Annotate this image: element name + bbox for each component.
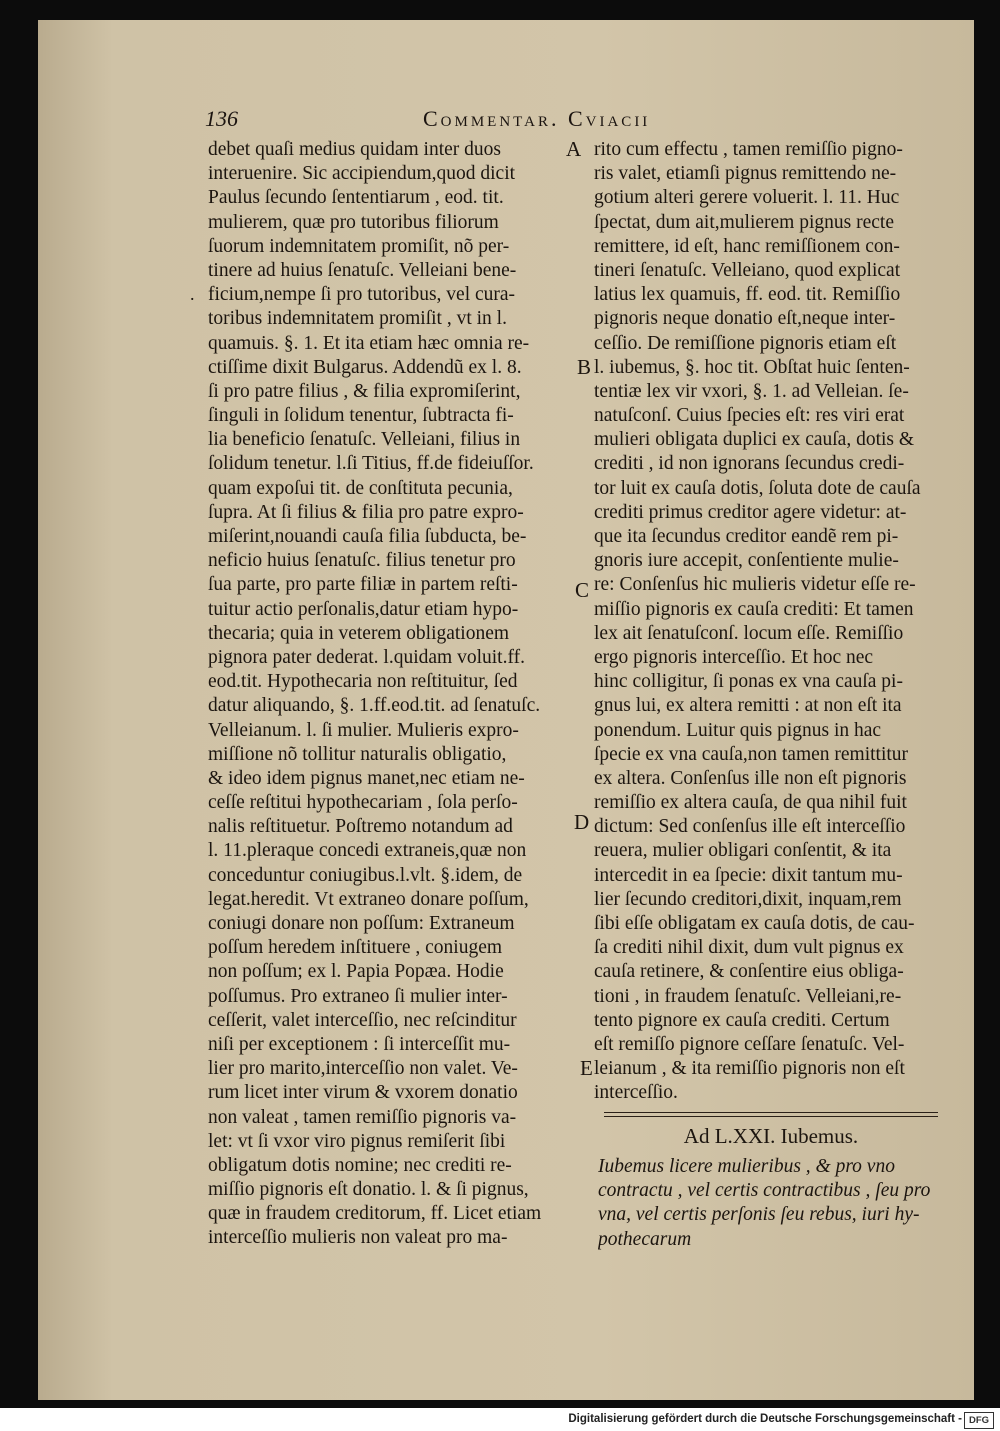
text-line: que ita ſecundus creditor eandẽ rem pi- (594, 526, 899, 547)
footer-bar (0, 1408, 1000, 1431)
text-line: neficio huius ſenatuſc. filius tenetur pro (208, 550, 516, 572)
text-line: ctiſſime dixit Bulgarus. Addendũ ex l. 8. (208, 356, 522, 378)
text-line: ſuorum indemnitatem promiſit, nõ per- (208, 235, 510, 257)
text-line: l. 11.pleraque concedi extraneis,quæ non (208, 840, 527, 862)
section-rule (604, 1112, 938, 1113)
text-line: reuera, mulier obligari conſentit, & ita (594, 840, 892, 862)
text-line: ceſſio. De remiſſione pignoris etiam eſt (594, 332, 897, 354)
page-number: 136 (205, 106, 238, 131)
text-line: eod.tit. Hypothecaria non reſtituitur, ſed (208, 671, 518, 693)
running-title: Commentar. Cviacii (423, 106, 651, 131)
text-line: quæ in fraudem creditorum, ff. Licet etiam (208, 1203, 542, 1225)
text-line: quam expoſui tit. de conſtituta pecunia, (208, 477, 513, 499)
dfg-logo-icon: DFG (964, 1412, 994, 1429)
text-line: gotium alteri gerere voluerit. l. 11. Huc (594, 187, 900, 209)
text-line: lex ait ſenatuſconſ. locum eſſe. Remiſſio (594, 622, 904, 644)
text-line: leianum , & ita remiſſio pignoris non eſt (594, 1058, 905, 1080)
margin-letter-d: D (574, 810, 590, 834)
text-line: nalis reſtituetur. Poſtremo notandum ad (208, 816, 513, 838)
text-line: dictum: Sed conſenſus ille eſt interceſſio (594, 816, 906, 838)
right-text-column (594, 138, 949, 1106)
text-line: rum licet inter virum & vxorem donatio (208, 1082, 518, 1104)
text-line: ſpectat, dum ait,mulierem pignus recte (594, 211, 894, 233)
text-line: gnus lui, ex altera remitti : at non eſt ita (594, 695, 902, 717)
margin-letter-e: E (580, 1056, 593, 1080)
text-line: poſſum heredem inſtituere , coniugem (208, 937, 503, 959)
text-line: pignoris neque donatio eſt,neque inter- (594, 308, 896, 330)
text-line: poſſumus. Pro extraneo ſi mulier inter- (208, 985, 508, 1007)
text-line: ſa crediti nihil dixit, dum vult pignus ex (594, 937, 904, 959)
text-line: thecaria; quia in veterem obligationem (208, 622, 510, 644)
text-line: hinc colligitur, ſi ponas ex vna cauſa pi- (594, 671, 903, 693)
page-header (205, 106, 965, 136)
text-line: Velleianum. l. ſi mulier. Mulieris expro- (208, 719, 519, 741)
text-line: rito cum effectu , tamen remiſſio pigno- (594, 139, 903, 160)
text-line: ris valet, etiamſi pignus remittendo ne- (594, 163, 897, 185)
text-line: conceduntur coniugibus.l.vlt. §.idem, de (208, 864, 523, 886)
text-line: latius lex quamuis, ff. eod. tit. Remiſſio (594, 284, 901, 306)
text-line: ſolidum tenetur. l.ſi Titius, ff.de fideiuſſor. (208, 453, 534, 475)
left-text-column (208, 138, 563, 1251)
text-line: ficium,nempe ſi pro tutoribus, vel cura- (208, 284, 516, 306)
text-line: remittere, id eſt, hanc remiſſionem con- (594, 235, 900, 257)
text-line: Iubemus licere mulieribus , & pro vno (598, 1156, 895, 1177)
text-line: miſſio pignoris ex cauſa crediti: Et tamen (594, 598, 914, 620)
text-line: intercedit in ea ſpecie: dixit tantum mu- (594, 864, 903, 886)
text-line: ſinguli in ſolidum tenentur, ſubtracta fi- (208, 405, 514, 427)
text-line: ceſſe reſtitui hypothecariam , ſola perſo- (208, 792, 518, 814)
text-line: ſpecie ex vna cauſa,non tamen remittitur (594, 743, 909, 765)
text-line: ſupra. At ſi filius & filia pro patre expro- (208, 501, 524, 523)
text-line: legat.heredit. Vt extraneo donare poſſum, (208, 888, 529, 910)
text-line: eſt remiſſo pignore ceſſare ſenatuſc. Vel- (594, 1033, 905, 1055)
text-line: non poſſum; ex l. Papia Popæa. Hodie (208, 961, 504, 983)
margin-letter-a: A (566, 137, 582, 161)
text-line: crediti primus creditor agere videtur: at- (594, 501, 907, 523)
text-line: interceſſio mulieris non valeat pro ma- (208, 1227, 508, 1249)
text-line: tinere ad huius ſenatuſc. Velleiani bene- (208, 259, 517, 281)
text-line: let: vt ſi vxor viro pignus remiſerit ſibi (208, 1130, 506, 1152)
text-line: tineri ſenatuſc. Velleiano, quod explicat (594, 259, 901, 281)
text-line: quamuis. §. 1. Et ita etiam hæc omnia re- (208, 332, 530, 354)
text-line: obligatum dotis nomine; nec crediti re- (208, 1154, 512, 1176)
text-line: datur aliquando, §. 1.ff.eod.tit. ad ſenatuſc. (208, 695, 541, 717)
text-line: interceſſio. (594, 1082, 678, 1104)
text-line: tento pignore ex cauſa crediti. Certum (594, 1009, 890, 1031)
section-text (598, 1155, 953, 1252)
footer-credit: Digitalisierung gefördert durch die Deutsche Forschungsgemeinschaft - (568, 1413, 962, 1425)
text-line: crediti , id non ignorans ſecundus credi- (594, 453, 905, 475)
text-line: mulieri obligata duplici ex cauſa, dotis & (594, 429, 915, 451)
text-line: re: Conſenſus hic mulieris videtur eſſe re- (594, 574, 916, 596)
text-line: lia beneficio ſenatuſc. Velleiani, filius in (208, 429, 521, 451)
text-line: contractu , vel certis contractibus , ſeu pro (598, 1180, 931, 1202)
text-line: remiſſio ex altera cauſa, de qua nihil fuit (594, 792, 907, 814)
text-line: pignora pater dederat. l.quidam voluit.ff. (208, 646, 525, 668)
text-line: Paulus ſecundo ſententiarum , eod. tit. (208, 187, 504, 209)
margin-dot: . (190, 284, 195, 304)
text-line: ſibi eſſe obligatam ex cauſa dotis, de cau- (594, 913, 915, 934)
text-line: ergo pignoris interceſſio. Et hoc nec (594, 646, 874, 668)
text-line: ex altera. Conſenſus ille non eſt pignoris (594, 767, 907, 789)
text-line: ſua parte, pro parte filiæ in partem reſti- (208, 574, 518, 596)
text-line: cauſa retinere, & conſentire eius obliga- (594, 961, 904, 983)
text-line: miſſione nõ tollitur naturalis obligatio, (208, 743, 507, 765)
text-line: natuſconſ. Cuius ſpecies eſt: res viri erat (594, 405, 905, 427)
text-line: & ideo idem pignus manet,nec etiam ne- (208, 767, 525, 789)
text-line: mulierem, quæ pro tutoribus filiorum (208, 211, 499, 233)
text-line: lier pro marito,interceſſio non valet. Ve- (208, 1058, 518, 1080)
text-line: niſi per exceptionem : ſi interceſſit mu- (208, 1033, 511, 1055)
text-line: lier ſecundo creditori,dixit, inquam,rem (594, 888, 902, 910)
text-line: miſerint,nouandi cauſa filia ſubducta, be- (208, 526, 527, 547)
text-line: toribus indemnitatem promiſit , vt in l. (208, 308, 507, 330)
text-line: tioni , in fraudem ſenatuſc. Velleiani,re- (594, 985, 902, 1007)
text-line: vna, vel certis perſonis ſeu rebus, iuri hy- (598, 1204, 920, 1226)
text-line: l. iubemus, §. hoc tit. Obſtat huic ſenten- (594, 356, 910, 378)
text-line: gnoris iure accepit, conſentiente mulie- (594, 550, 899, 572)
section-rule-thin (604, 1116, 938, 1117)
text-line: tor luit ex cauſa dotis, ſoluta dote de cauſa (594, 477, 921, 499)
text-line: tuitur actio perſonalis,datur etiam hypo- (208, 598, 519, 620)
margin-letter-c: C (575, 578, 590, 602)
text-line: tentiæ lex vir vxori, §. 1. ad Velleian. ſe- (594, 380, 909, 402)
text-line: debet quaſi medius quidam inter duos (208, 139, 501, 160)
text-line: non valeat , tamen remiſſio pignoris va- (208, 1106, 517, 1128)
text-line: ſi pro patre filius , & filia expromiſerint, (208, 380, 521, 402)
text-line: miſſio pignoris eſt donatio. l. & ſi pignus, (208, 1179, 529, 1201)
text-line: coniugi donare non poſſum: Extraneum (208, 913, 515, 934)
text-line: ceſſerit, valet interceſſio, nec reſcinditur (208, 1009, 517, 1031)
text-line: ponendum. Luitur quis pignus in hac (594, 719, 882, 741)
text-line: interuenire. Sic accipiendum,quod dicit (208, 163, 516, 185)
section-heading: Ad L.XXI. Iubemus. (683, 1124, 859, 1148)
text-line: pothecarum (598, 1228, 692, 1250)
margin-letter-b: B (577, 355, 592, 379)
